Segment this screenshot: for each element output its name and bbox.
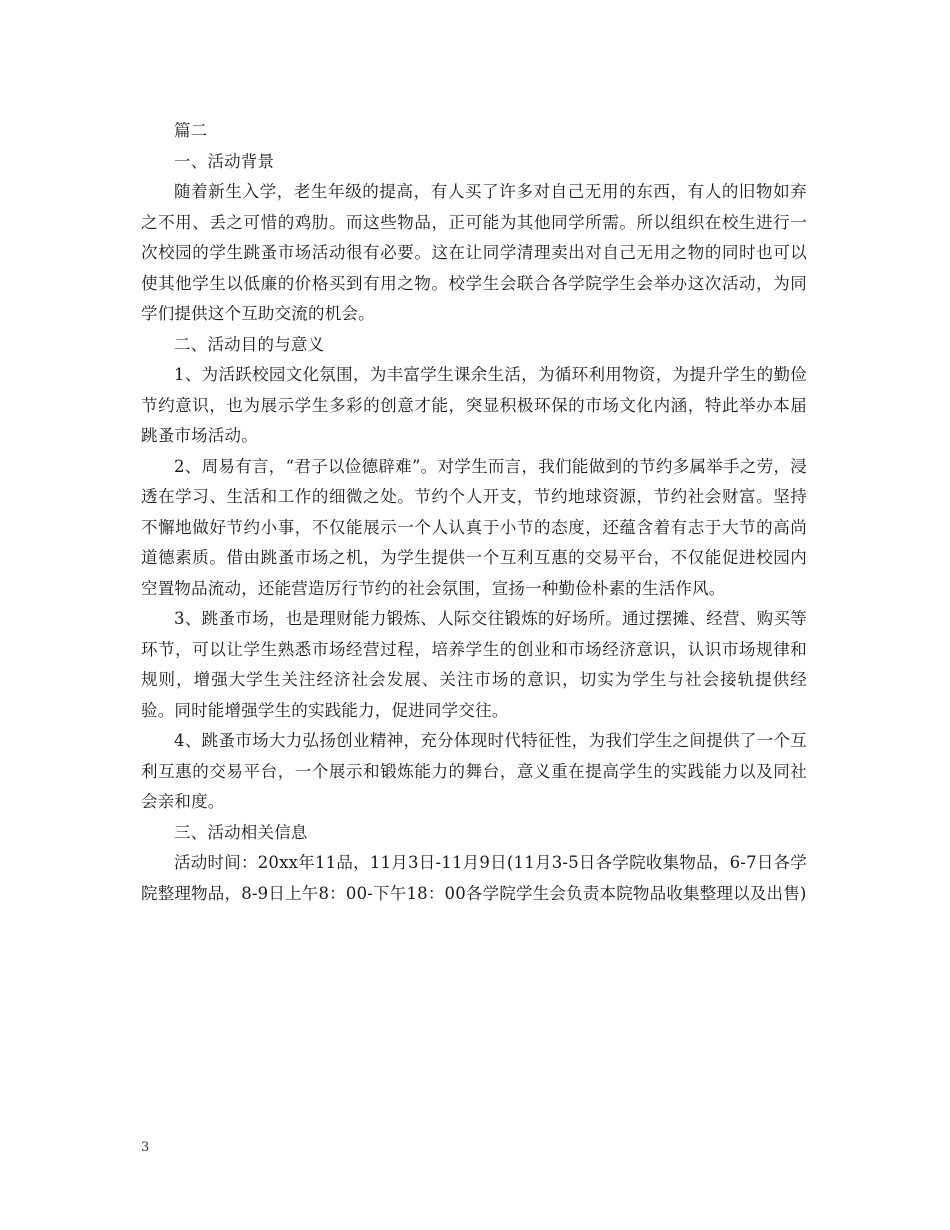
section-heading-purpose: 二、活动目的与意义 (174, 334, 325, 354)
section-heading-background: 一、活动背景 (174, 151, 275, 171)
page-number: 3 (141, 1140, 150, 1155)
section-heading-info: 三、活动相关信息 (174, 822, 308, 842)
paragraph-background: 随着新生入学，老生年级的提高，有人买了许多对自己无用的东西，有人的旧物如弃之不用、丢之可惜的鸡肋。而这些物品，正可能为其他同学所需。所以组织在校生进行一次校园的学生跳蚤市场活动很有必要。这在让同学清理卖出对自己无用之物的同时也可以使其他学生以低廉的价格买到有用之物。校学生会联合各学院学生会举办这次活动，为同学们提供这个互助交流的机会。 (141, 182, 807, 323)
paragraph-purpose-4: 4、跳蚤市场大力弘扬创业精神，充分体现时代特征性，为我们学生之间提供了一个互利互惠的交易平台，一个展示和锻炼能力的舞台，意义重在提高学生的实践能力以及同社会亲和度。 (141, 731, 807, 811)
paragraph-purpose-3: 3、跳蚤市场，也是理财能力锻炼、人际交往锻炼的好场所。通过摆摊、经营、购买等环节，可以让学生熟悉市场经营过程，培养学生的创业和市场经济意识，认识市场规律和规则，增强大学生关注经济社会发展、关注市场的意识，切实为学生与社会接轨提供经验。同时能增强学生的实践能力，促进同学交往。 (141, 609, 807, 720)
section-heading-part-two: 篇二 (174, 121, 208, 140)
paragraph-purpose-2: 2、周易有言，“君子以俭德辟难”。对学生而言，我们能做到的节约多属举手之劳，浸透在学习、生活和工作的细微之处。节约个人开支，节约地球资源，节约社会财富。坚持不懈地做好节约小事，不仅能展示一个人认真于小节的态度，还蕴含着有志于大节的高尚道德素质。借由跳蚤市场之机，为学生提供一个互利互惠的交易平台，不仅能促进校园内空置物品流动，还能营造厉行节约的社会氛围，宣扬一种勤俭朴素的生活作风。 (141, 456, 807, 598)
paragraph-activity-time: 活动时间：20xx年11品，11月3日-11月9日(11月3-5日各学院收集物品，6-7日各学院整理物品，8-9日上午8：00-下午18：00各学院学生会负责本院物品收集整理以及出售) (141, 853, 807, 903)
paragraph-purpose-1: 1、为活跃校园文化氛围，为丰富学生课余生活，为循环利用物资，为提升学生的勤俭节约意识，也为展示学生多彩的创意才能，突显积极环保的市场文化内涵，特此举办本届跳蚤市场活动。 (141, 365, 807, 445)
document-body (141, 116, 807, 909)
